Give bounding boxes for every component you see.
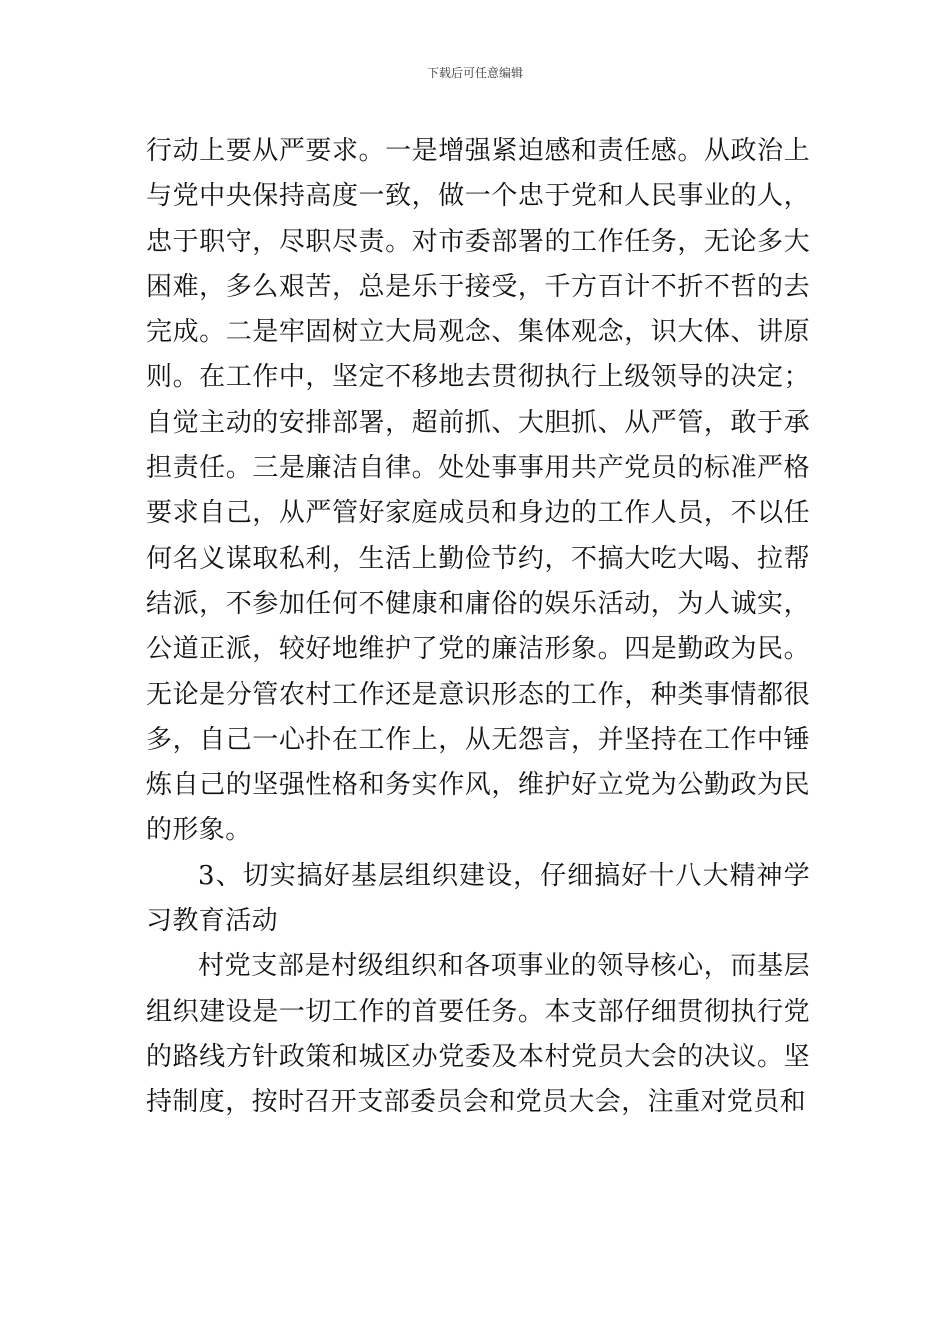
document-body: [146, 129, 810, 1126]
header-note: 下载后可任意编辑: [426, 66, 523, 80]
section-heading: 3、切实搞好基层组织建设，仔细搞好十八大精神学习教育活动: [146, 860, 810, 937]
body-paragraph: 村党支部是村级组织和各项事业的领导核心，而基层组织建设是一切工作的首要任务。本支部仔细贯彻执行党的路线方针政策和城区办党委及本村党员大会的决议。坚持制度，按时召开支部委员会和党员大会，注重对党员和: [146, 951, 810, 1118]
body-paragraph: 行动上要从严要求。一是增强紧迫感和责任感。从政治上与党中央保持高度一致，做一个忠于党和人民事业的人，忠于职守，尽职尽责。对市委部署的工作任务，无论多大困难，多么艰苦，总是乐于接受，千方百计不折不哲的去完成。二是牢固树立大局观念、集体观念，识大体、讲原则。在工作中，坚定不移地去贯彻执行上级领导的决定；自觉主动的安排部署，超前抓、大胆抓、从严管，敢于承担责任。三是廉洁自律。处处事事用共产党员的标准严格要求自己，从严管好家庭成员和身边的工作人员，不以任何名义谋取私利，生活上勤俭节约，不搞大吃大喝、拉帮结派，不参加任何不健康和庸俗的娱乐活动，为人诚实，公道正派，较好地维护了党的廉洁形象。四是勤政为民。无论是分管农村工作还是意识形态的工作，种类事情都很多，自己一心扑在工作上，从无怨言，并坚持在工作中锤炼自己的坚强性格和务实作风，维护好立党为公勤政为民的形象。: [146, 136, 810, 846]
